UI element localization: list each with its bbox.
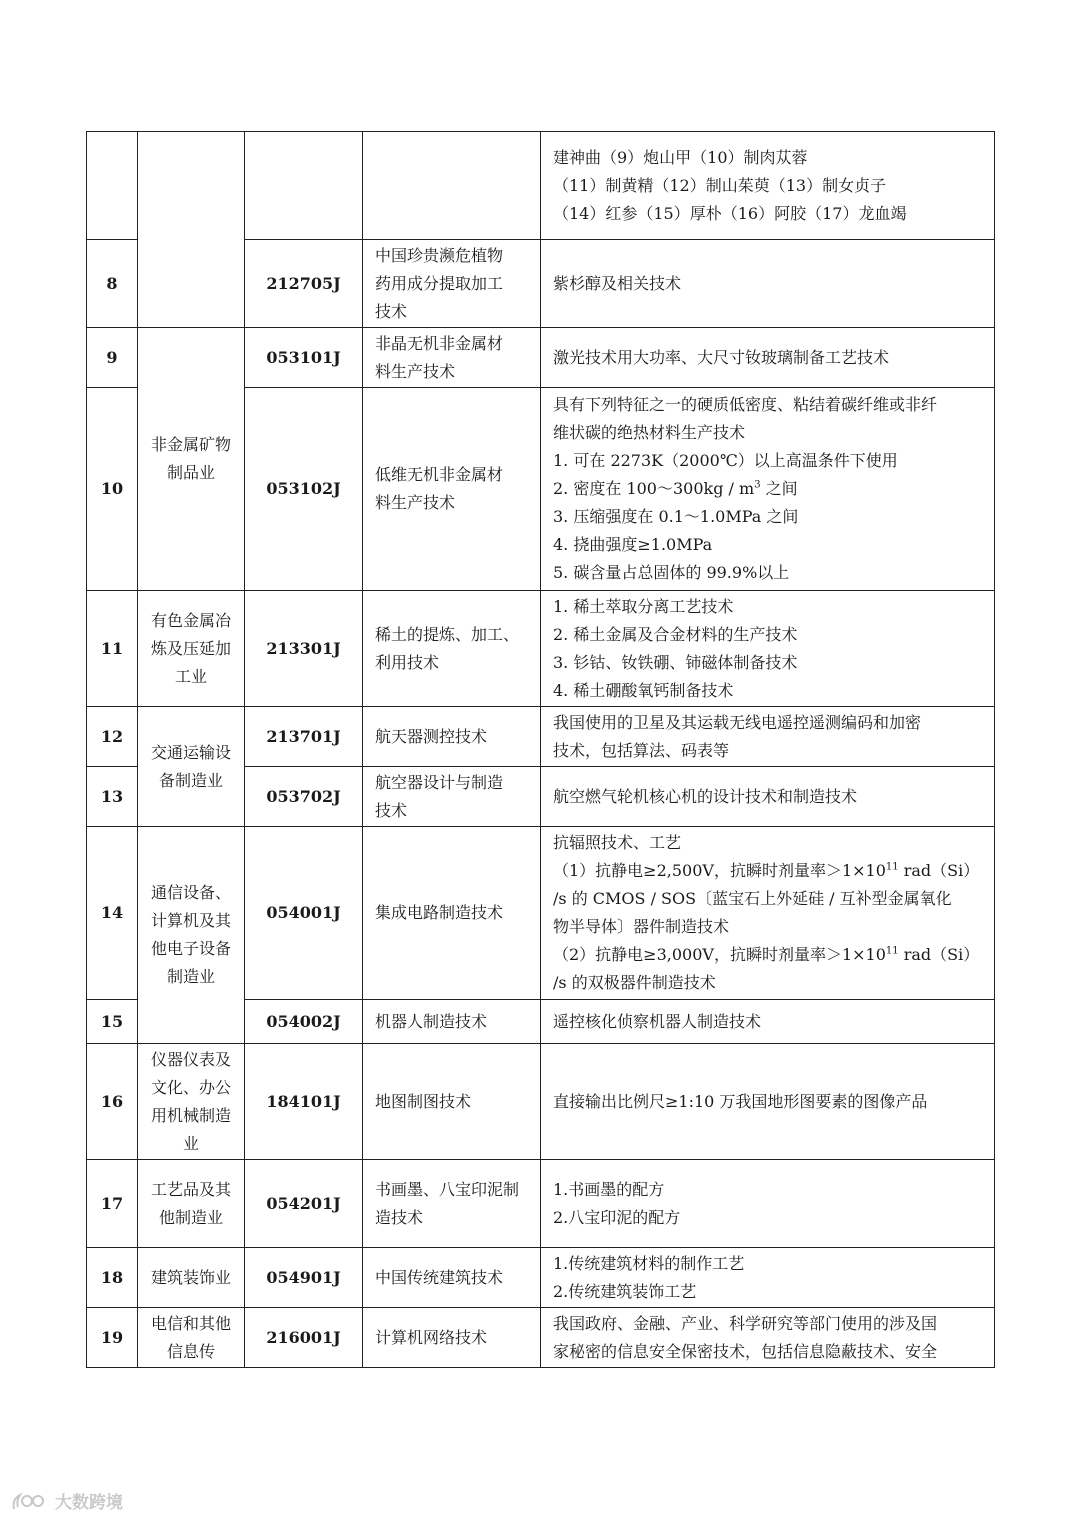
watermark-text: 大数跨境 [55, 1493, 123, 1513]
row-number: 12 [87, 707, 138, 767]
description-line: 4. 稀土硼酸氧钙制备技术 [553, 680, 734, 700]
name-cell [363, 1248, 541, 1308]
name-cell [363, 1160, 541, 1248]
description-line: 2.传统建筑装饰工艺 [553, 1281, 697, 1301]
code-cell: 213701J [245, 707, 363, 767]
name-line: 低维无机非金属材 [375, 465, 504, 484]
description-line: 3. 钐钴、钕铁硼、铈磁体制备技术 [553, 652, 798, 672]
row-number [87, 132, 138, 240]
row-number: 9 [87, 328, 138, 388]
description-line: 5. 碳含量占总固体的 99.9%以上 [553, 563, 790, 582]
description-text: （1）抗静电≥2,500V，抗瞬时剂量率＞1×10 [553, 861, 886, 880]
name-line: 造技术 [375, 1207, 424, 1227]
description-line: 4. 挠曲强度≥1.0MPa [553, 535, 713, 554]
industry-cell [138, 1160, 245, 1248]
industry-label: 仪器仪表及文化、办公用机械制造业 [150, 1049, 231, 1153]
description-line: 物半导体〕器件制造技术 [553, 917, 730, 936]
description-text: 2. 密度在 100～300kg / m [553, 479, 755, 498]
code-cell [245, 132, 363, 240]
name-line: 集成电路制造技术 [375, 903, 504, 922]
row-number: 10 [87, 388, 138, 591]
row-number: 8 [87, 240, 138, 328]
name-line: 料生产技术 [375, 361, 456, 381]
table-row [87, 132, 995, 240]
name-cell [363, 328, 541, 388]
row-number: 11 [87, 591, 138, 707]
name-line: 机器人制造技术 [375, 1011, 488, 1031]
description-line: 具有下列特征之一的硬质低密度、粘结着碳纤维或非纤 [553, 395, 938, 414]
industry-label: 通信设备、计算机及其他电子设备制造业 [150, 883, 231, 986]
row-number: 14 [87, 827, 138, 1000]
code-cell: 054201J [245, 1160, 363, 1248]
name-cell [363, 1000, 541, 1044]
description-line: （14）红参（15）厚朴（16）阿胶（17）龙血竭 [553, 203, 907, 223]
table-row [87, 827, 995, 1000]
description-cell [541, 827, 995, 1000]
table-row [87, 1248, 995, 1308]
name-line: 技术 [375, 301, 408, 321]
description-cell [541, 1044, 995, 1160]
industry-cell [138, 1044, 245, 1160]
industry-cell [138, 1308, 245, 1368]
description-cell [541, 591, 995, 707]
name-line: 利用技术 [375, 652, 440, 672]
name-line: 地图制图技术 [375, 1091, 472, 1111]
name-line: 非晶无机非金属材 [375, 333, 504, 353]
code-cell: 053102J [245, 388, 363, 591]
industry-cell [138, 591, 245, 707]
industry-label: 工艺品及其他制造业 [150, 1179, 231, 1227]
description-line: 激光技术用大功率、大尺寸钕玻璃制备工艺技术 [553, 347, 890, 367]
superscript: 11 [885, 861, 899, 873]
row-number: 18 [87, 1248, 138, 1308]
watermark [10, 1488, 123, 1513]
code-cell: 053702J [245, 767, 363, 827]
table-row [87, 707, 995, 767]
description-cell [541, 767, 995, 827]
name-line: 航天器测控技术 [375, 726, 488, 746]
description-text: rad（Si） [898, 861, 980, 880]
description-line: 航空燃气轮机核心机的设计技术和制造技术 [553, 786, 858, 806]
name-line: 中国珍贵濒危植物 [375, 245, 504, 265]
code-cell: 054002J [245, 1000, 363, 1044]
row-number: 19 [87, 1308, 138, 1368]
table-row [87, 328, 995, 388]
industry-label: 建筑装饰业 [150, 1267, 231, 1287]
description-text: 之间 [760, 479, 798, 498]
superscript: 11 [885, 945, 899, 957]
description-line: /s 的 CMOS / SOS〔蓝宝石上外延硅 / 互补型金属氧化 [553, 889, 952, 908]
industry-cell [138, 328, 245, 591]
description-line: 遥控核化侦察机器人制造技术 [553, 1011, 762, 1031]
name-line: 中国传统建筑技术 [375, 1267, 504, 1287]
table-row [87, 591, 995, 707]
code-cell: 216001J [245, 1308, 363, 1368]
name-cell [363, 591, 541, 707]
description-line: 抗辐照技术、工艺 [553, 833, 682, 852]
description-line: 家秘密的信息安全保密技术，包括信息隐蔽技术、安全 [553, 1341, 938, 1361]
name-line: 药用成分提取加工 [375, 273, 504, 293]
description-cell [541, 240, 995, 328]
code-cell: 213301J [245, 591, 363, 707]
description-line: 紫杉醇及相关技术 [553, 273, 682, 293]
description-cell [541, 1248, 995, 1308]
technology-table [86, 131, 995, 1368]
description-line: 3. 压缩强度在 0.1～1.0MPa 之间 [553, 507, 799, 526]
name-cell [363, 1044, 541, 1160]
description-text: rad（Si） [898, 945, 980, 964]
name-cell [363, 1308, 541, 1368]
description-line: 直接输出比例尺≥1:10 万我国地形图要素的图像产品 [553, 1091, 928, 1111]
industry-cell [138, 707, 245, 827]
name-line: 书画墨、八宝印泥制 [375, 1179, 520, 1199]
table-row [87, 1044, 995, 1160]
name-line: 料生产技术 [375, 493, 456, 512]
code-cell: 054001J [245, 827, 363, 1000]
name-line: 稀土的提炼、加工、 [375, 624, 520, 644]
description-cell [541, 388, 995, 591]
name-cell [363, 388, 541, 591]
industry-cell [138, 827, 245, 1044]
industry-label: 电信和其他信息传 [150, 1313, 231, 1361]
superscript: 3 [754, 479, 761, 491]
description-line: /s 的双极器件制造技术 [553, 973, 716, 992]
description-line [553, 475, 988, 503]
row-number: 16 [87, 1044, 138, 1160]
name-line: 计算机网络技术 [375, 1327, 488, 1347]
description-cell [541, 328, 995, 388]
description-line [553, 941, 988, 969]
code-cell: 054901J [245, 1248, 363, 1308]
description-line: 2. 稀土金属及合金材料的生产技术 [553, 624, 798, 644]
row-number: 15 [87, 1000, 138, 1044]
row-number: 13 [87, 767, 138, 827]
name-cell [363, 132, 541, 240]
description-cell [541, 1000, 995, 1044]
description-line [553, 857, 988, 885]
description-line: 技术，包括算法、码表等 [553, 740, 730, 760]
code-cell: 053101J [245, 328, 363, 388]
industry-label: 有色金属冶炼及压延加工业 [150, 610, 231, 686]
code-cell: 212705J [245, 240, 363, 328]
industry-label: 非金属矿物制品业 [150, 435, 231, 482]
description-line: 2.八宝印泥的配方 [553, 1207, 681, 1227]
name-cell [363, 240, 541, 328]
description-cell [541, 1160, 995, 1248]
table-row [87, 1308, 995, 1368]
description-line: 1.书画墨的配方 [553, 1179, 665, 1199]
description-line: 1. 可在 2273K（2000℃）以上高温条件下使用 [553, 451, 898, 470]
description-line: 我国使用的卫星及其运载无线电遥控遥测编码和加密 [553, 712, 922, 732]
name-line: 技术 [375, 800, 408, 820]
logo-icon [10, 1489, 50, 1513]
name-cell [363, 767, 541, 827]
industry-cell [138, 132, 245, 328]
description-line: 维状碳的绝热材料生产技术 [553, 423, 746, 442]
industry-cell [138, 1248, 245, 1308]
description-line: 1.传统建筑材料的制作工艺 [553, 1253, 745, 1273]
code-cell: 184101J [245, 1044, 363, 1160]
description-line: 我国政府、金融、产业、科学研究等部门使用的涉及国 [553, 1313, 938, 1333]
description-line: 1. 稀土萃取分离工艺技术 [553, 596, 734, 616]
name-cell [363, 707, 541, 767]
industry-label: 交通运输设备制造业 [150, 742, 231, 790]
name-cell [363, 827, 541, 1000]
table-row [87, 1160, 995, 1248]
description-line: （11）制黄精（12）制山茱萸（13）制女贞子 [553, 175, 887, 195]
description-cell [541, 1308, 995, 1368]
row-number: 17 [87, 1160, 138, 1248]
description-cell [541, 707, 995, 767]
description-line: 建神曲（9）炮山甲（10）制肉苁蓉 [553, 147, 808, 167]
description-text: （2）抗静电≥3,000V，抗瞬时剂量率＞1×10 [553, 945, 886, 964]
name-line: 航空器设计与制造 [375, 772, 504, 792]
description-cell [541, 132, 995, 240]
